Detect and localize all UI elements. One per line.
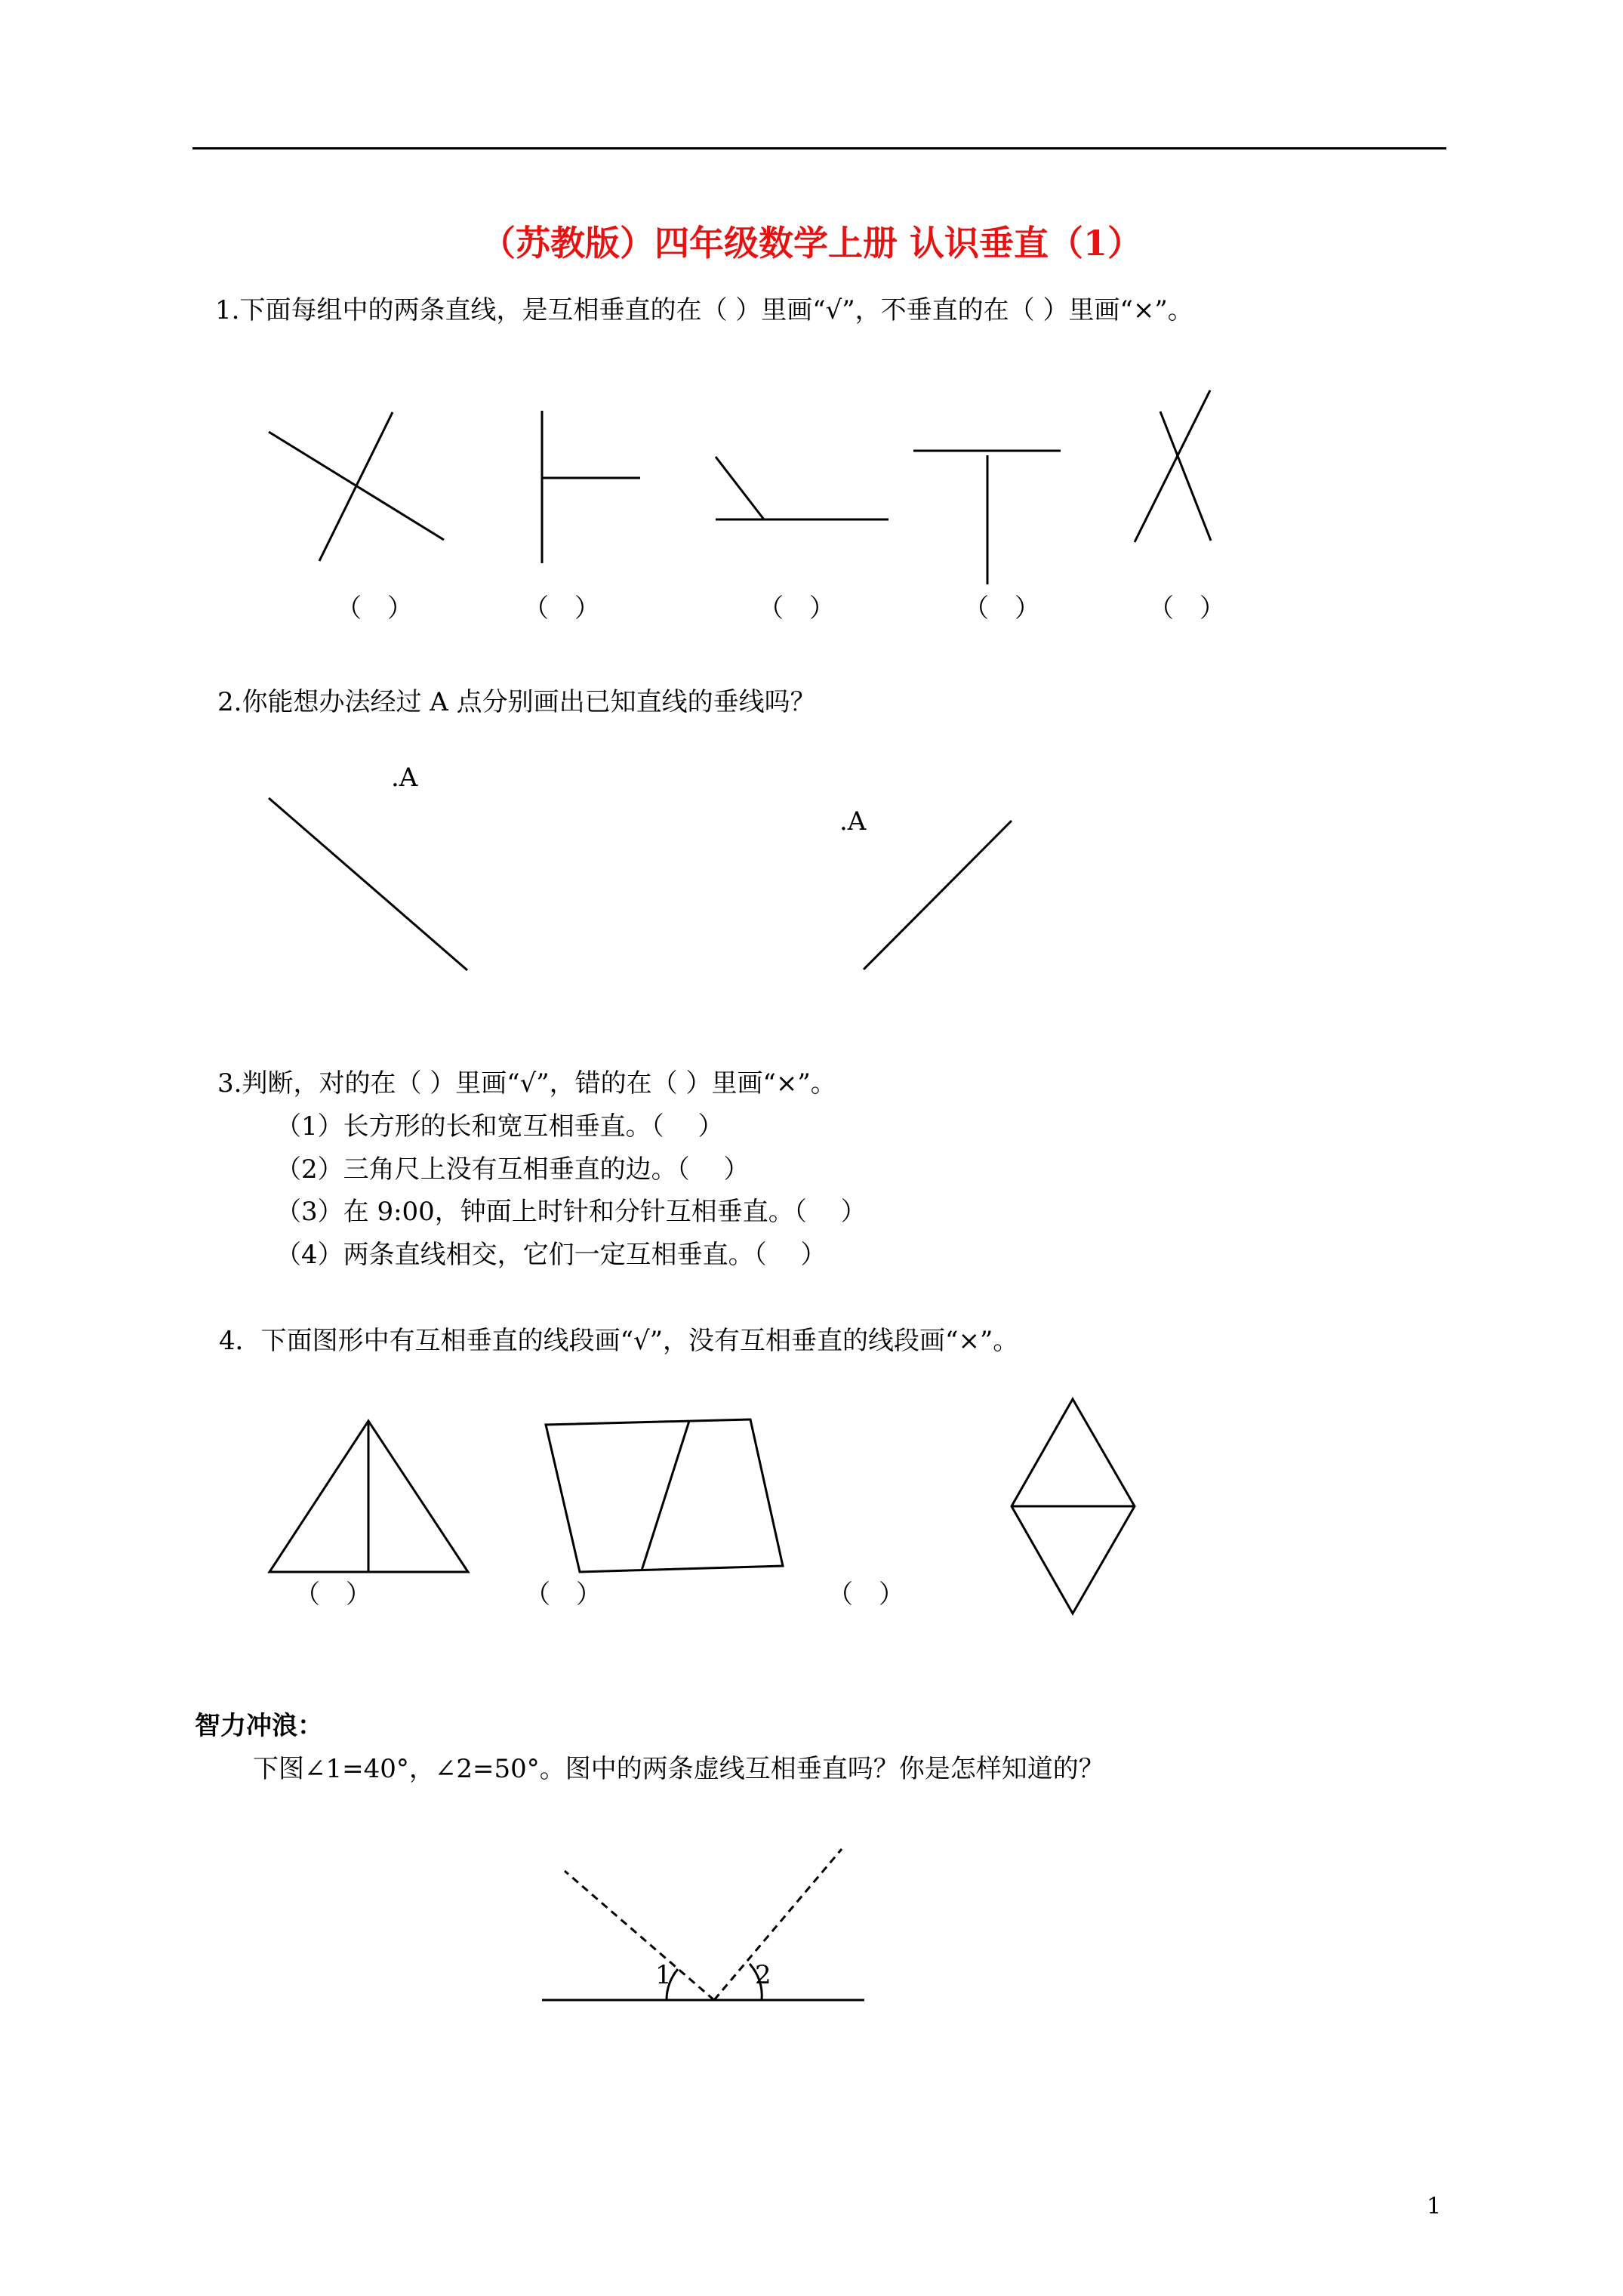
- point-a-label-2: .A: [839, 806, 867, 837]
- question-2-text: 2.你能想办法经过 A 点分别画出已知直线的垂线吗？: [217, 687, 816, 717]
- q1-figure-2: [542, 411, 640, 563]
- q1-figure-1: [269, 412, 444, 561]
- q3-item-1: （1）长方形的长和宽互相垂直。（ ）: [276, 1111, 724, 1142]
- page-title: （苏教版）四年级数学上册 认识垂直（1）: [480, 223, 1143, 264]
- bonus-figure: [542, 1849, 864, 2000]
- q1-figure-4: [913, 451, 1061, 584]
- question-4-text: 4．下面图形中有互相垂直的线段画“√”，没有互相垂直的线段画“×”。: [219, 1326, 1019, 1356]
- q4-triangle: [269, 1421, 468, 1572]
- q1-blank-1[interactable]: （ ）: [336, 593, 413, 624]
- q1-blank-5[interactable]: （ ）: [1148, 593, 1225, 624]
- point-a-label-1: .A: [391, 763, 418, 793]
- q3-item-4: （4）两条直线相交，它们一定互相垂直。（ ）: [276, 1240, 827, 1270]
- q2-line-1: [269, 798, 467, 970]
- q1-blank-4[interactable]: （ ）: [963, 593, 1040, 624]
- q1-blank-2[interactable]: （ ）: [523, 593, 600, 624]
- angle-label-2: 2: [755, 1960, 771, 1990]
- question-1-text: 1.下面每组中的两条直线，是互相垂直的在（ ）里画“√”，不垂直的在（ ）里画“×”。: [215, 295, 1193, 325]
- q4-blank-2[interactable]: （ ）: [525, 1579, 602, 1610]
- page-number: 1: [1427, 2193, 1442, 2220]
- q1-figure-3: [716, 457, 888, 519]
- angle-label-1: 1: [655, 1960, 672, 1990]
- q3-item-2: （2）三角尺上没有互相垂直的边。（ ）: [276, 1154, 750, 1185]
- q3-item-3: （3）在 9:00，钟面上时针和分针互相垂直。（ ）: [276, 1197, 867, 1227]
- q4-rhombus: [1012, 1399, 1135, 1613]
- bonus-heading: 智力冲浪：: [195, 1711, 323, 1741]
- q2-line-2: [864, 821, 1012, 969]
- q4-blank-3[interactable]: （ ）: [827, 1579, 904, 1610]
- q4-blank-1[interactable]: （ ）: [294, 1579, 371, 1610]
- q1-figure-5: [1135, 390, 1211, 542]
- bonus-text: 下图∠1=40°，∠2=50°。图中的两条虚线互相垂直吗？你是怎样知道的？: [253, 1754, 1104, 1784]
- question-3-text: 3.判断，对的在（ ）里画“√”，错的在（ ）里画“×”。: [217, 1068, 836, 1099]
- q4-parallelogram: [546, 1419, 783, 1572]
- q1-blank-3[interactable]: （ ）: [758, 593, 835, 624]
